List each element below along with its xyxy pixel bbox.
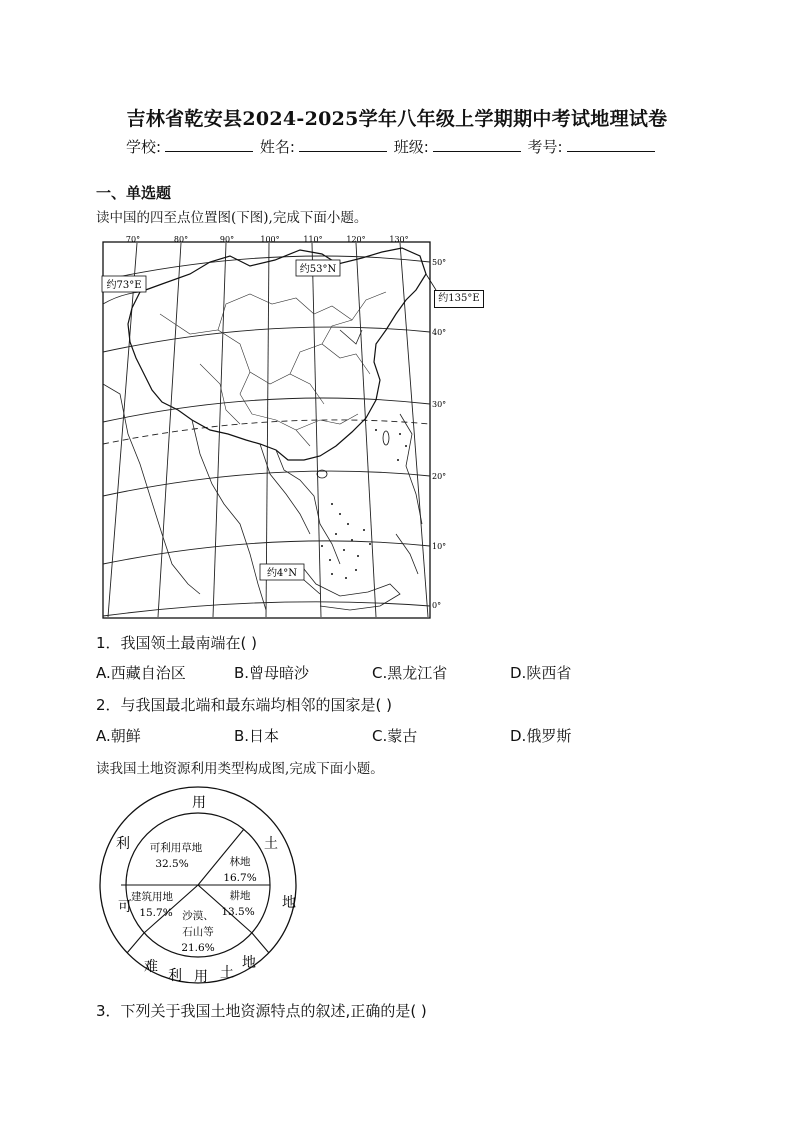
lat-label: 10° [432, 542, 447, 551]
svg-text:约53°N: 约53°N [299, 264, 337, 275]
svg-text:约73°E: 约73°E [106, 280, 142, 291]
school-blank[interactable] [165, 137, 253, 152]
slice-value-desert: 21.6% [181, 942, 215, 954]
number-label: 考号: [527, 138, 563, 156]
q2-option-d[interactable]: D.俄罗斯 [510, 727, 572, 745]
ring-char: 用 [194, 969, 208, 985]
callout-north [296, 260, 340, 276]
svg-text:约4°N: 约4°N [266, 568, 298, 579]
ring-char: 用 [192, 795, 206, 811]
lon-label: 70° [125, 235, 141, 244]
slice-label-desert-line1: 沙漠、 [182, 910, 214, 922]
lat-label: 30° [432, 400, 447, 409]
lon-label: 110° [303, 235, 323, 244]
instruction-map: 读中国的四至点位置图(下图),完成下面小题。 [96, 210, 368, 226]
ring-char: 利 [116, 836, 130, 852]
student-info-line [126, 136, 657, 157]
class-blank[interactable] [433, 137, 521, 152]
land-use-diagram [94, 785, 304, 985]
slice-value-grassland: 32.5% [155, 858, 189, 870]
lat-label: 50° [432, 258, 447, 267]
lon-label: 120° [346, 235, 366, 244]
lon-label: 90° [219, 235, 235, 244]
ring-char: 可 [118, 899, 132, 915]
question-1-stem: 1．我国领土最南端在( ) [96, 634, 258, 652]
slice-value-forest: 16.7% [223, 872, 257, 884]
lon-label: 130° [389, 235, 409, 244]
instruction-pie: 读我国土地资源利用类型构成图,完成下面小题。 [96, 761, 384, 777]
slice-value-cropland: 13.5% [221, 906, 255, 918]
slice-value-construction: 15.7% [139, 907, 173, 919]
lat-label: 0° [432, 601, 442, 610]
ring-char: 土 [220, 965, 234, 981]
lat-label: 20° [432, 472, 447, 481]
ring-char: 土 [264, 836, 278, 852]
ring-char: 地 [282, 895, 296, 911]
slice-label-construction: 建筑用地 [131, 891, 173, 903]
slice-label-grassland: 可利用草地 [149, 842, 203, 854]
ring-char: 地 [242, 955, 256, 971]
q2-option-a[interactable]: A.朝鲜 [96, 727, 141, 745]
number-blank[interactable] [567, 137, 655, 152]
name-blank[interactable] [299, 137, 387, 152]
ring-char: 利 [168, 968, 182, 984]
name-label: 姓名: [259, 138, 295, 156]
lat-label: 40° [432, 328, 447, 337]
q1-option-c[interactable]: C.黑龙江省 [372, 664, 448, 682]
class-label: 班级: [393, 138, 429, 156]
q1-option-d[interactable]: D.陕西省 [510, 664, 572, 682]
q2-option-c[interactable]: C.蒙古 [372, 727, 418, 745]
china-extremes-map [100, 234, 450, 620]
question-3-stem: 3．下列关于我国土地资源特点的叙述,正确的是( ) [96, 1002, 427, 1020]
exam-title: 吉林省乾安县2024-2025学年八年级上学期期中考试地理试卷 [126, 108, 668, 130]
callout-west [102, 276, 146, 292]
question-2-stem: 2．与我国最北端和最东端均相邻的国家是( ) [96, 696, 393, 714]
section-heading: 一、单选题 [96, 184, 172, 202]
ring-char: 难 [144, 959, 158, 975]
lon-label: 80° [173, 235, 189, 244]
slice-label-cropland: 耕地 [229, 890, 251, 902]
slice-label-desert-line2: 石山等 [182, 926, 214, 938]
q1-option-a[interactable]: A.西藏自治区 [96, 664, 186, 682]
lon-label: 100° [260, 235, 280, 244]
school-label: 学校: [126, 138, 162, 156]
q1-option-b[interactable]: B.曾母暗沙 [234, 664, 310, 682]
q2-option-b[interactable]: B.日本 [234, 727, 280, 745]
slice-label-forest: 林地 [229, 856, 251, 868]
callout-east-box: 约135°E [434, 290, 484, 308]
